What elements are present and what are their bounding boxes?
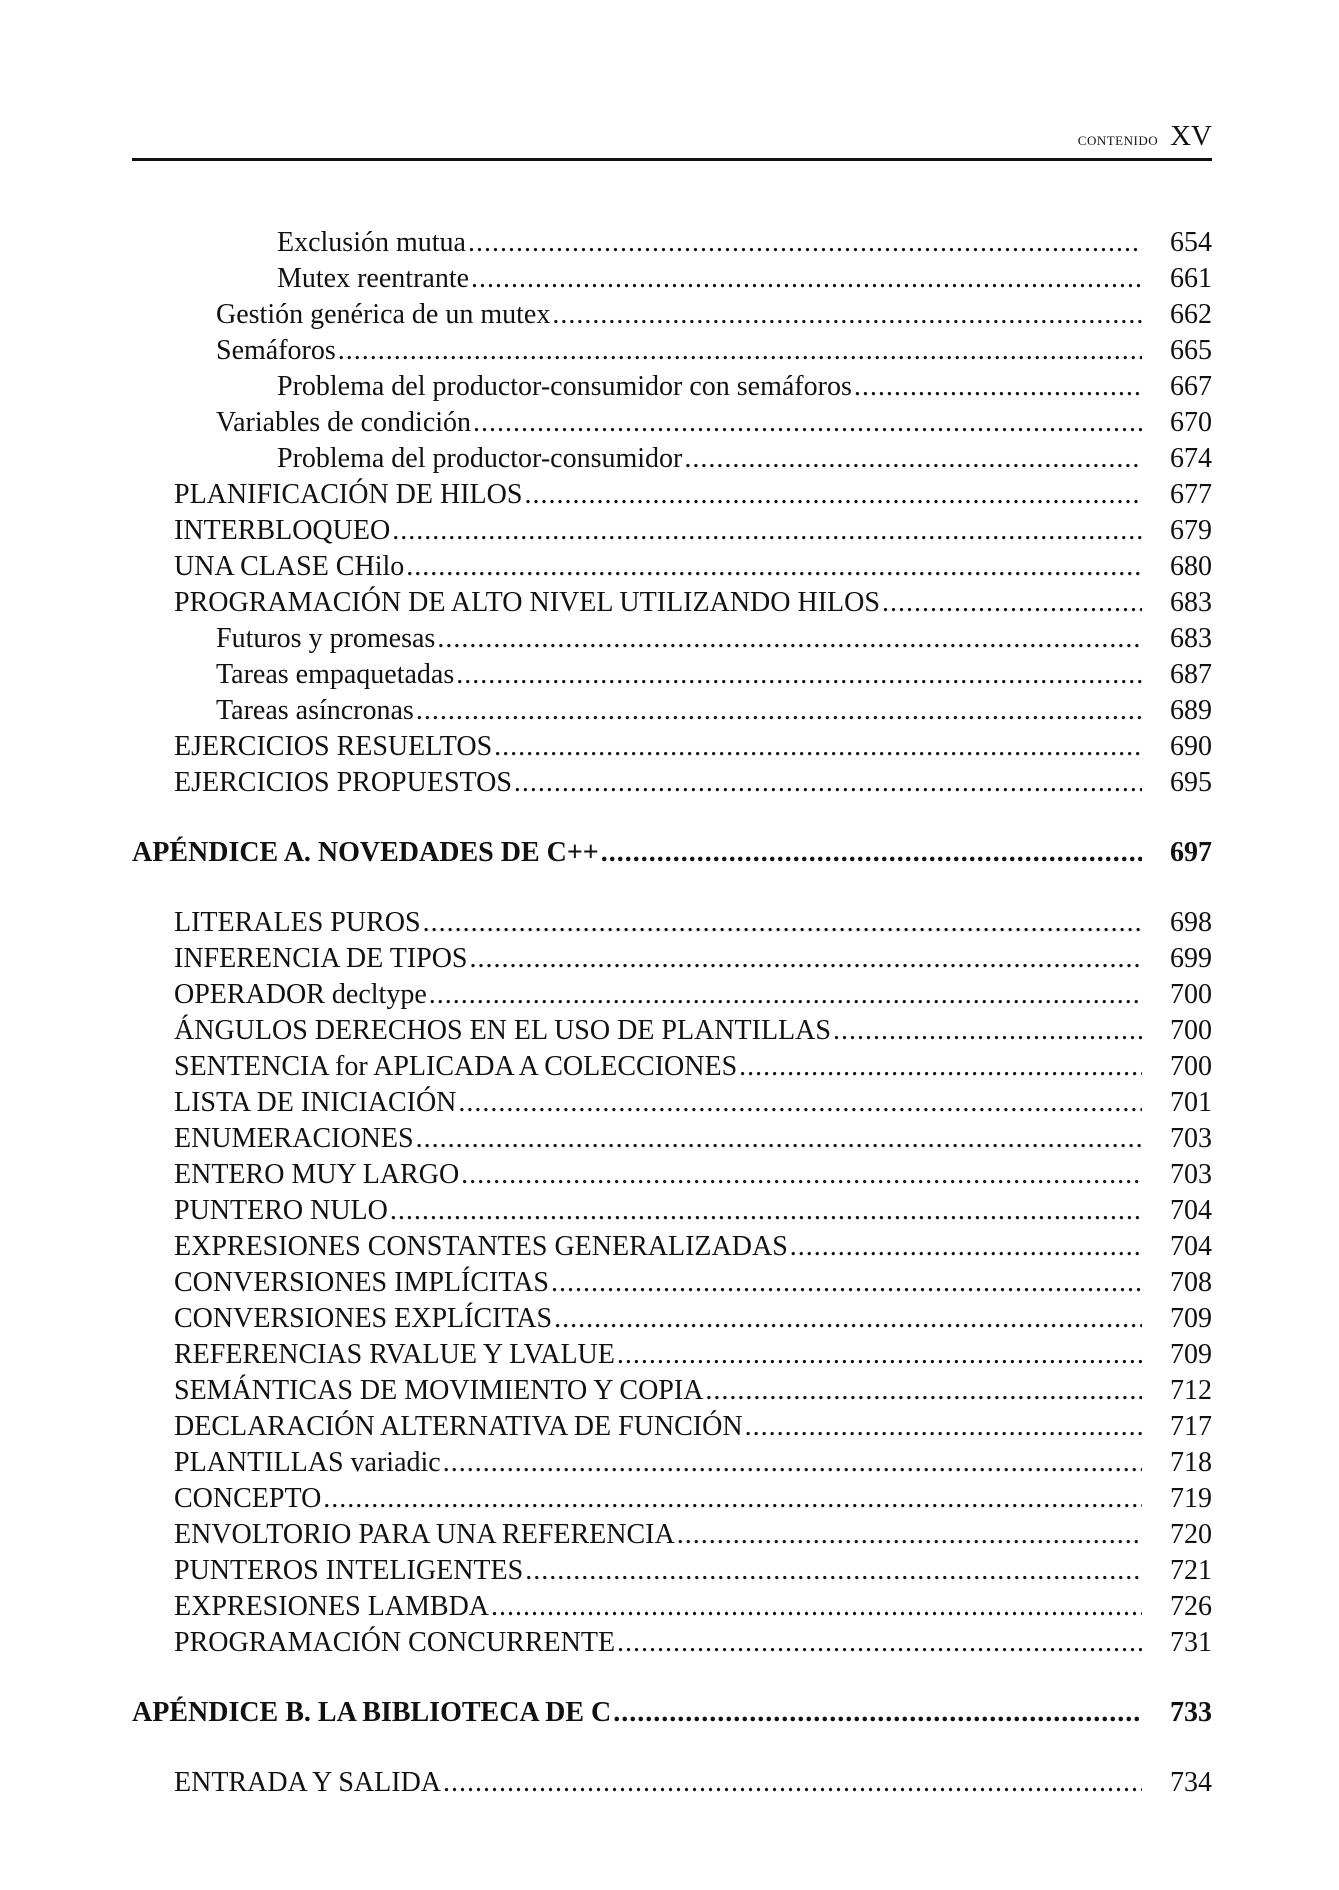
toc-entry [132, 225, 1212, 261]
toc-entry-title: Variables de condición [216, 407, 472, 438]
dot-leader [429, 977, 1142, 1013]
toc-entry-title: PUNTEROS INTELIGENTES [174, 1555, 524, 1586]
dot-leader [416, 693, 1142, 729]
toc-entry [132, 1229, 1212, 1265]
toc-appendix-heading [132, 1695, 1212, 1731]
toc-entry [132, 261, 1212, 297]
toc-entry [132, 1301, 1212, 1337]
dot-leader [552, 297, 1142, 333]
spacer [132, 1661, 1212, 1695]
toc-entry-page: 719 [1170, 1483, 1212, 1514]
toc-entry-page: 697 [1170, 837, 1212, 868]
toc-entry-title: Problema del productor-consumidor [277, 443, 683, 474]
toc-entry-title: CONVERSIONES IMPLÍCITAS [174, 1267, 550, 1298]
dot-leader [437, 621, 1142, 657]
toc-entry-page: 704 [1170, 1195, 1212, 1226]
toc-entry-title: OPERADOR decltype [174, 979, 427, 1010]
toc-entry [132, 765, 1212, 801]
toc-entry [132, 1409, 1212, 1445]
toc-entry-page: 690 [1170, 731, 1212, 762]
dot-leader [473, 405, 1142, 441]
dot-leader [613, 1695, 1142, 1731]
toc-entry [132, 1049, 1212, 1085]
spacer [132, 801, 1212, 835]
toc-entry-title: APÉNDICE A. NOVEDADES DE C++ [132, 837, 599, 868]
toc-entry-page: 662 [1170, 299, 1212, 330]
toc-entry-title: Tareas asíncronas [216, 695, 414, 726]
toc-entry-page: 700 [1170, 1015, 1212, 1046]
toc-entry-title: EXPRESIONES CONSTANTES GENERALIZADAS [174, 1231, 788, 1262]
toc-entry-page: 708 [1170, 1267, 1212, 1298]
dot-leader [416, 1121, 1142, 1157]
toc-entry [132, 977, 1212, 1013]
dot-leader [423, 905, 1142, 941]
toc-entry-title: PROGRAMACIÓN DE ALTO NIVEL UTILIZANDO HILOS [174, 587, 880, 618]
dot-leader [494, 729, 1142, 765]
dot-leader [684, 441, 1142, 477]
toc-entry [132, 905, 1212, 941]
toc-entry [132, 333, 1212, 369]
dot-leader [854, 369, 1142, 405]
dot-leader [551, 1265, 1142, 1301]
dot-leader [406, 549, 1142, 585]
dot-leader [443, 1445, 1142, 1481]
toc-entry-title: PLANIFICACIÓN DE HILOS [174, 479, 523, 510]
toc-entry [132, 1121, 1212, 1157]
toc-entry-page: 689 [1170, 695, 1212, 726]
toc-entry-page: 683 [1170, 587, 1212, 618]
toc-entry [132, 1481, 1212, 1517]
running-header [132, 120, 1212, 161]
toc-entry-page: 683 [1170, 623, 1212, 654]
toc-entry-page: 718 [1170, 1447, 1212, 1478]
spacer [132, 1731, 1212, 1765]
toc-entry [132, 441, 1212, 477]
toc-entry [132, 621, 1212, 657]
toc-entry-title: SENTENCIA for APLICADA A COLECCIONES [174, 1051, 738, 1082]
toc-entry-title: APÉNDICE B. LA BIBLIOTECA DE C [132, 1697, 612, 1728]
toc-entry [132, 1589, 1212, 1625]
dot-leader [601, 835, 1142, 871]
dot-leader [458, 1085, 1142, 1121]
toc-entry-title: Mutex reentrante [277, 263, 470, 294]
toc-entry-page: 687 [1170, 659, 1212, 690]
toc-entry-page: 703 [1170, 1123, 1212, 1154]
toc-entry-page: 699 [1170, 943, 1212, 974]
dot-leader [617, 1337, 1142, 1373]
toc-entry [132, 1517, 1212, 1553]
toc-entry-title: EJERCICIOS RESUELTOS [174, 731, 493, 762]
toc-entry [132, 1193, 1212, 1229]
toc-entry [132, 477, 1212, 513]
toc-entry [132, 1013, 1212, 1049]
toc-entry-title: Futuros y promesas [216, 623, 436, 654]
dot-leader [390, 1193, 1142, 1229]
toc-entry [132, 1625, 1212, 1661]
dot-leader [470, 941, 1142, 977]
toc-entry-page: 680 [1170, 551, 1212, 582]
toc-entry-title: EXPRESIONES LAMBDA [174, 1591, 490, 1622]
toc-entry-page: 731 [1170, 1627, 1212, 1658]
toc-entry [132, 693, 1212, 729]
dot-leader [338, 333, 1142, 369]
dot-leader [471, 261, 1142, 297]
toc-entry-page: 726 [1170, 1591, 1212, 1622]
toc-entry-page: 679 [1170, 515, 1212, 546]
toc-entry-page: 720 [1170, 1519, 1212, 1550]
toc-entry-title: INFERENCIA DE TIPOS [174, 943, 468, 974]
dot-leader [705, 1373, 1142, 1409]
header-label: contenido [1077, 129, 1159, 150]
dot-leader [554, 1301, 1142, 1337]
toc-entry [132, 1337, 1212, 1373]
toc-entry [132, 729, 1212, 765]
toc-entry-title: ENUMERACIONES [174, 1123, 414, 1154]
dot-leader [323, 1481, 1142, 1517]
toc-entry-title: ENTRADA Y SALIDA [174, 1767, 442, 1798]
toc-entry-title: CONVERSIONES EXPLÍCITAS [174, 1303, 553, 1334]
dot-leader [617, 1625, 1142, 1661]
toc-entry-page: 703 [1170, 1159, 1212, 1190]
dot-leader [524, 477, 1142, 513]
dot-leader [443, 1765, 1142, 1801]
dot-leader [525, 1553, 1142, 1589]
toc-entry-title: PUNTERO NULO [174, 1195, 388, 1226]
toc-entry-page: 717 [1170, 1411, 1212, 1442]
toc-entry-title: EJERCICIOS PROPUESTOS [174, 767, 512, 798]
toc-entry [132, 941, 1212, 977]
toc-entry-page: 695 [1170, 767, 1212, 798]
toc-entry [132, 1265, 1212, 1301]
dot-leader [514, 765, 1142, 801]
toc-entry [132, 1553, 1212, 1589]
dot-leader [392, 513, 1142, 549]
toc-appendix-heading [132, 835, 1212, 871]
toc-entry-title: Tareas empaquetadas [216, 659, 455, 690]
toc-entry-title: CONCEPTO [174, 1483, 322, 1514]
dot-leader [833, 1013, 1142, 1049]
toc-entry-title: INTERBLOQUEO [174, 515, 391, 546]
toc-entry-page: 665 [1170, 335, 1212, 366]
dot-leader [461, 1157, 1142, 1193]
toc-entry-page: 677 [1170, 479, 1212, 510]
dot-leader [491, 1589, 1142, 1625]
toc-entry-page: 670 [1170, 407, 1212, 438]
toc-entry-page: 709 [1170, 1303, 1212, 1334]
dot-leader [456, 657, 1142, 693]
toc-entry-page: 700 [1170, 1051, 1212, 1082]
toc-entry [132, 405, 1212, 441]
dot-leader [739, 1049, 1142, 1085]
toc-entry [132, 1445, 1212, 1481]
toc-entry-title: Gestión genérica de un mutex [216, 299, 551, 330]
dot-leader [468, 225, 1142, 261]
spacer [132, 871, 1212, 905]
toc-entry-page: 698 [1170, 907, 1212, 938]
toc-entry [132, 1765, 1212, 1801]
toc-entry-title: LISTA DE INICIACIÓN [174, 1087, 457, 1118]
header-page-number: XV [1170, 120, 1212, 152]
toc-entry-title: ÁNGULOS DERECHOS EN EL USO DE PLANTILLAS [174, 1015, 831, 1046]
toc-entry-page: 721 [1170, 1555, 1212, 1586]
toc-entry-title: Exclusión mutua [277, 227, 466, 258]
dot-leader [790, 1229, 1142, 1265]
table-of-contents [132, 225, 1212, 1801]
toc-entry-title: ENTERO MUY LARGO [174, 1159, 460, 1190]
toc-entry [132, 657, 1212, 693]
toc-entry-title: SEMÁNTICAS DE MOVIMIENTO Y COPIA [174, 1375, 704, 1406]
toc-entry [132, 549, 1212, 585]
toc-entry-title: DECLARACIÓN ALTERNATIVA DE FUNCIÓN [174, 1411, 743, 1442]
toc-entry [132, 513, 1212, 549]
toc-entry-page: 667 [1170, 371, 1212, 402]
toc-entry-page: 700 [1170, 979, 1212, 1010]
dot-leader [882, 585, 1142, 621]
toc-entry [132, 1373, 1212, 1409]
toc-entry-page: 654 [1170, 227, 1212, 258]
toc-entry-title: REFERENCIAS RVALUE Y LVALUE [174, 1339, 615, 1370]
toc-entry-page: 734 [1170, 1767, 1212, 1798]
toc-entry-title: Problema del productor-consumidor con semáforos [277, 371, 852, 402]
toc-entry-page: 704 [1170, 1231, 1212, 1262]
toc-entry [132, 297, 1212, 333]
toc-entry-page: 661 [1170, 263, 1212, 294]
toc-entry [132, 369, 1212, 405]
toc-entry-page: 709 [1170, 1339, 1212, 1370]
toc-entry-title: Semáforos [216, 335, 336, 366]
dot-leader [677, 1517, 1142, 1553]
toc-entry-title: ENVOLTORIO PARA UNA REFERENCIA [174, 1519, 675, 1550]
toc-entry-title: PLANTILLAS variadic [174, 1447, 441, 1478]
toc-entry-title: UNA CLASE CHilo [174, 551, 405, 582]
toc-entry [132, 1085, 1212, 1121]
toc-entry [132, 585, 1212, 621]
toc-entry-title: PROGRAMACIÓN CONCURRENTE [174, 1627, 616, 1658]
toc-entry-page: 674 [1170, 443, 1212, 474]
toc-entry-page: 733 [1170, 1697, 1212, 1728]
toc-entry-page: 701 [1170, 1087, 1212, 1118]
dot-leader [745, 1409, 1142, 1445]
toc-entry-page: 712 [1170, 1375, 1212, 1406]
toc-entry-title: LITERALES PUROS [174, 907, 421, 938]
toc-entry [132, 1157, 1212, 1193]
